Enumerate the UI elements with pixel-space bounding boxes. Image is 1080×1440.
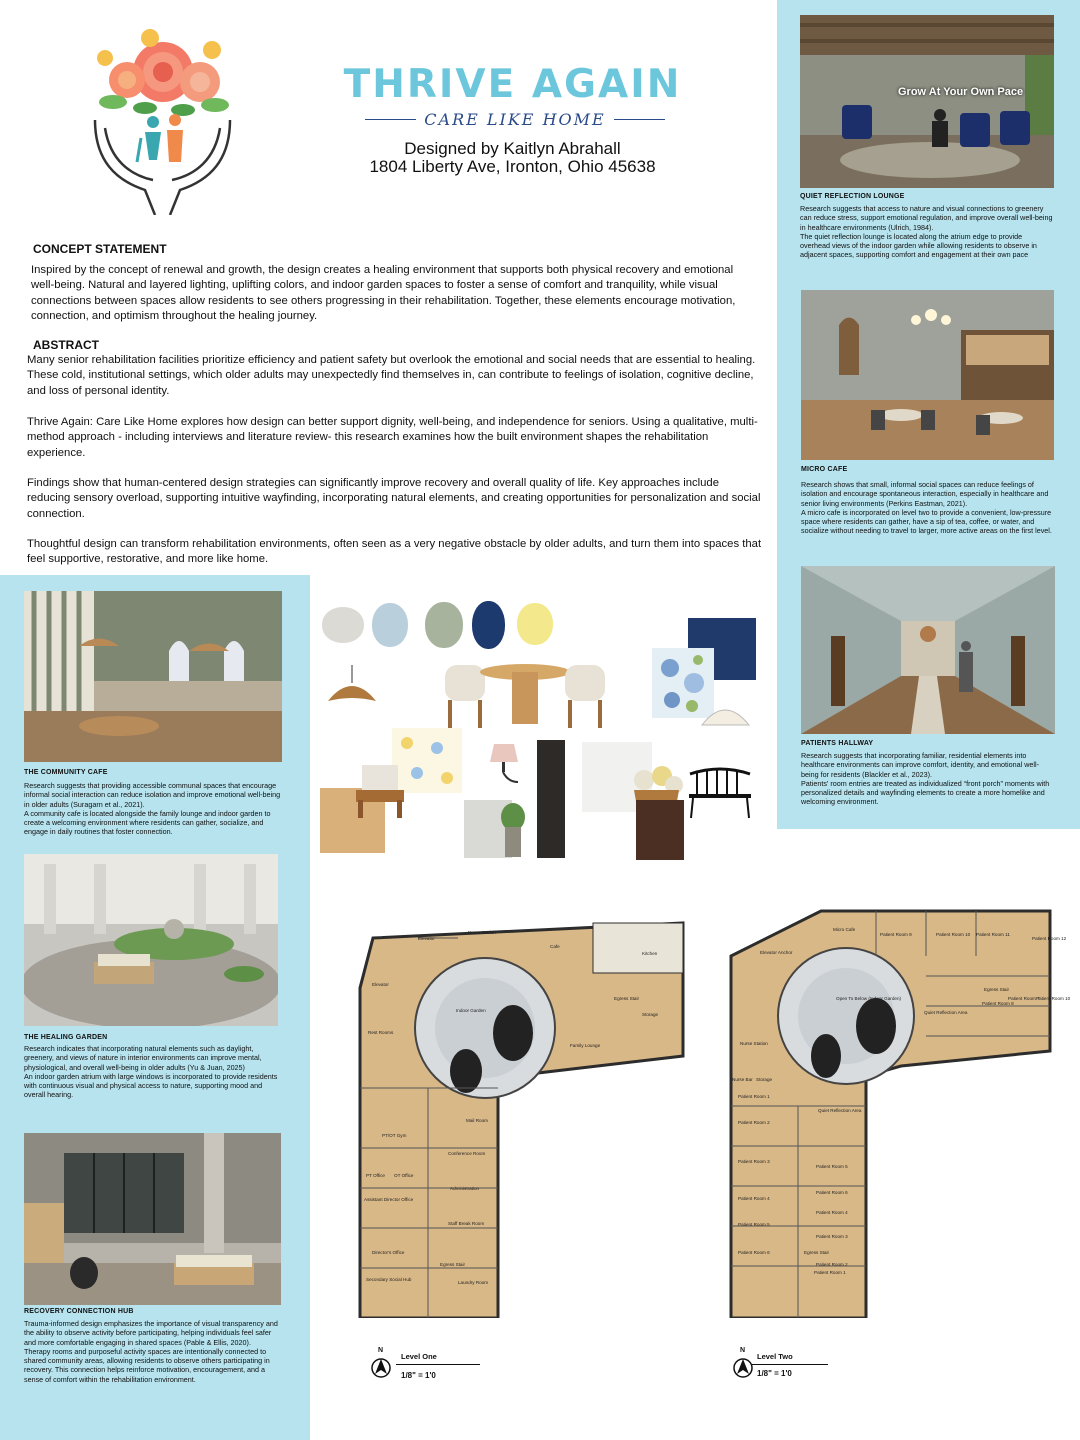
room-label: Quiet Reflection Area	[818, 1108, 862, 1113]
logo	[75, 20, 250, 215]
room-label: Cafe	[550, 944, 560, 949]
lounge-rendering	[800, 15, 1054, 188]
room-label: Elevator Anchor	[760, 950, 793, 955]
room-label: Patient Room 3	[738, 1159, 770, 1164]
room-label: Nurse Station	[740, 1041, 768, 1046]
tagline: CARE LIKE HOME	[424, 109, 606, 129]
level-one-floor-plan	[358, 918, 696, 1318]
level-one-rule	[396, 1364, 480, 1365]
healing-garden-text: Research indicates that incorporating natural elements such as daylight, greenery, and views of nature in interior environments can improve mental, physiological, and overall well-being in older adults (Yu & Juan, 2025) An indoor garden atrium with large windows is incorporated to provide residents with continuous visual and physical access to nature, supporting mood and overall hearing.	[24, 1044, 278, 1100]
level-one-title: Level One	[401, 1352, 437, 1361]
room-label: Patient Room 2	[816, 1262, 848, 1267]
room-label: Secondary Social Hub	[366, 1277, 412, 1282]
page-title: THRIVE AGAIN	[343, 62, 682, 107]
abstract-p3: Findings show that human-centered design strategies can significantly improve recovery and overall quality of life. Key approaches include reducing sensory overload, supporting intuitive wayfinding, incorporating natural elements, and creating opportunities for personalization and social connection.	[27, 477, 761, 520]
room-label: Nurse Bar	[732, 1077, 753, 1082]
healing-garden-rendering	[24, 854, 278, 1026]
room-label: Patient Room 1	[738, 1094, 770, 1099]
hallway-text: Research suggests that incorporating familiar, residential elements into healthcare environments can improve comfort, identity, and emotional well-being for residents (Blackler et al., 2023). Patients' room entries are treated as individualized “front porch” moments with personalized details and wayfinding elements to create a more homelike and welcoming environment.	[801, 751, 1050, 807]
concept-body: Inspired by the concept of renewal and growth, the design creates a healing environment that supports both physical recovery and emotional well-being. Natural and layered lighting, uplifting colors, and indoor garden spaces to foster a sense of comfort and tranquility, while visual connections between spaces allow residents to see others progressing in their rehabilitation. Together, these elements encourage motivation, connection, and optimism throughout the healing journey.	[31, 264, 736, 323]
abstract-p2: Thrive Again: Care Like Home explores how design can better support dignity, well-being, and independence for seniors. Using a qualitative, multi-method approach - including interviews and literature review- this research examines how the built environment shapes the rehabilitation experience.	[27, 416, 758, 459]
room-label: Assistant Director Office	[364, 1197, 414, 1202]
room-label: Family Lounge	[570, 1043, 601, 1048]
room-label: Elevator	[372, 982, 389, 987]
room-label: Mail Room	[466, 1118, 488, 1123]
room-label: Open To Below (Indoor Garden)	[836, 996, 902, 1001]
room-label: Kitchen	[642, 951, 658, 956]
room-label: Patient Room 6	[816, 1190, 848, 1195]
room-label: Nurse Station	[468, 930, 496, 935]
abstract-p1: Many senior rehabilitation facilities prioritize efficiency and patient safety but overlook the emotional and social needs that are essential to healing. These cold, institutional settings, which older adults may unexpectedly find themselves in, can contribute to feelings of isolation, cognitive decline, and loss of personal identity.	[27, 354, 756, 397]
community-cafe-text: Research suggests that providing accessible communal spaces that encourage informal social interaction can reduce isolation and improve emotional well-being in older adults (Suragarn et al., 2021). A community cafe is located alongside the family lounge and indoor garden to create a welcoming environment where residents can gather, socialize, and engage in daily routines that foster connection.	[24, 781, 281, 837]
lounge-title: QUIET REFLECTION LOUNGE	[800, 193, 905, 200]
pendant-light-icon	[322, 665, 382, 710]
room-label: Elevator	[418, 936, 435, 941]
room-label: Indoor Garden	[456, 1008, 486, 1013]
room-label: Egress Stair	[984, 987, 1010, 992]
screen-panel-icon	[537, 740, 565, 858]
north-arrow-icon-level-two	[733, 1350, 753, 1378]
room-label: Egress Stair	[440, 1262, 466, 1267]
healing-garden-title: THE HEALING GARDEN	[24, 1034, 108, 1041]
armchair-icon	[350, 760, 410, 820]
recovery-hub-rendering	[24, 1133, 281, 1305]
room-label: Patient Room 2	[738, 1120, 770, 1125]
room-label: Staff Break Room	[448, 1221, 485, 1226]
room-label: Patient Room 4	[816, 1210, 848, 1215]
north-arrow-icon-level-one	[371, 1350, 391, 1378]
community-cafe-title: THE COMMUNITY CAFE	[24, 769, 108, 776]
color-swatch	[472, 601, 505, 649]
hallway-rendering	[801, 566, 1055, 734]
room-label: Storage	[756, 1077, 773, 1082]
bench-icon	[685, 764, 755, 819]
caregiver-icon	[137, 114, 183, 162]
room-label: Quiet Reflection Area	[924, 1010, 968, 1015]
lounge-sign: Grow At Your Own Pace	[898, 86, 1024, 98]
room-label: Patient Room 5	[738, 1222, 770, 1227]
room-label: Patient Room 3	[816, 1234, 848, 1239]
room-label: Director's Office	[372, 1250, 405, 1255]
room-label: Egress Stair	[614, 996, 640, 1001]
community-cafe-rendering	[24, 591, 282, 762]
designer-name: Designed by Kaitlyn Abrahall	[404, 139, 621, 158]
micro-cafe-title: MICRO CAFE	[801, 466, 848, 473]
tagline-rule-left	[365, 119, 416, 120]
level-one-scale: 1/8" = 1'0	[401, 1371, 436, 1380]
abstract-p4: Thoughtful design can transform rehabilitation environments, often seen as a very negative obstacle by older adults, and turn them into spaces that feel supportive, restorative, and more like home.	[27, 538, 762, 566]
room-label: Rest Rooms	[368, 1030, 394, 1035]
hands-icon	[95, 120, 230, 215]
level-two-title: Level Two	[757, 1352, 793, 1361]
hallway-title: PATIENTS HALLWAY	[801, 740, 874, 747]
planter-icon	[498, 802, 528, 857]
abstract-heading: ABSTRACT	[33, 338, 99, 352]
room-label: Patient Room 4	[738, 1196, 770, 1201]
address: 1804 Liberty Ave, Ironton, Ohio 45638	[369, 157, 656, 176]
micro-cafe-text: Research shows that small, informal social spaces can reduce feelings of isolation and encourage spontaneous interaction, especially in healthcare and senior living environments (Perkins Eastman, 2021). A micro cafe is incorporated on level two to provide a convenient, low-pressure space where residents can gather, have a sip of tea, coffee, or water, and socialize without needing to travel to larger, more active areas on the first level.	[801, 480, 1052, 536]
designer-block	[330, 140, 695, 176]
micro-cafe-rendering	[801, 290, 1054, 460]
sconce-light-icon	[488, 742, 526, 792]
room-label: Patient Room 10	[1036, 996, 1071, 1001]
tagline-row	[365, 108, 665, 130]
concept-heading: CONCEPT STATEMENT	[33, 242, 167, 256]
color-swatch	[425, 602, 463, 648]
room-label: Micro Cafe	[833, 927, 856, 932]
room-label: Laundry Room	[458, 1280, 489, 1285]
dark-wood-swatch	[636, 800, 684, 860]
room-label: PT/OT Gym	[382, 1133, 407, 1138]
north-label-level-two: N	[740, 1347, 746, 1354]
north-label-level-one: N	[378, 1347, 384, 1354]
room-label: Patient Room 9	[880, 932, 912, 937]
room-label: Egress Stair	[804, 1250, 830, 1255]
room-label: Patient Room 6	[738, 1250, 770, 1255]
recovery-hub-text: Trauma-informed design emphasizes the importance of visual transparency and the ability to observe activity before participating, helping individuals feel safer and more comfortable engaging in shared spaces (Pable & Ellis, 2020). Therapy rooms and purposeful activity spaces are intentionally connected to shared community areas, allowing residents to observe others participating in recovery. This connection helps reinforce motivation, encouragement, and a sense of comfort within the rehabilitation environment.	[24, 1319, 278, 1384]
room-label: OT Office	[394, 1173, 414, 1178]
room-label: Patient Room 7	[1008, 996, 1040, 1001]
room-label: Patient Room 5	[816, 1164, 848, 1169]
level-two-rule	[752, 1364, 828, 1365]
room-label: Conference Room	[448, 1151, 486, 1156]
tagline-rule-right	[614, 119, 665, 120]
room-label: Patient Room 1	[814, 1270, 846, 1275]
room-label: PT Office	[366, 1173, 385, 1178]
room-label: Patient Room 8	[982, 1001, 1014, 1006]
level-two-scale: 1/8" = 1'0	[757, 1369, 792, 1378]
room-label: Storage	[642, 1012, 659, 1017]
color-swatch	[322, 607, 364, 643]
level-two-floor-plan	[726, 906, 1054, 1318]
room-label: Administration	[450, 1186, 480, 1191]
flower-bouquet-icon	[97, 29, 229, 116]
room-label: Patient Room 11	[976, 932, 1010, 937]
color-swatch	[517, 603, 553, 645]
dining-set-icon	[440, 660, 610, 730]
room-label: Patient Room 10	[936, 932, 971, 937]
room-label: Patient Room 12	[1032, 936, 1067, 941]
color-swatch	[372, 603, 408, 647]
wall-sconce-icon	[698, 695, 753, 730]
lounge-text: Research suggests that access to nature and visual connections to greenery can reduce stress, support emotional regulation, and improve overall well-being in healthcare environments (Ulrich, 1984). The quiet reflection lounge is located along the atrium edge to provide overhead views of the indoor garden while allowing residents to observe in adjacent spaces, supporting comfort and engagement at their own pace	[800, 204, 1053, 260]
recovery-hub-title: RECOVERY CONNECTION HUB	[24, 1308, 134, 1315]
